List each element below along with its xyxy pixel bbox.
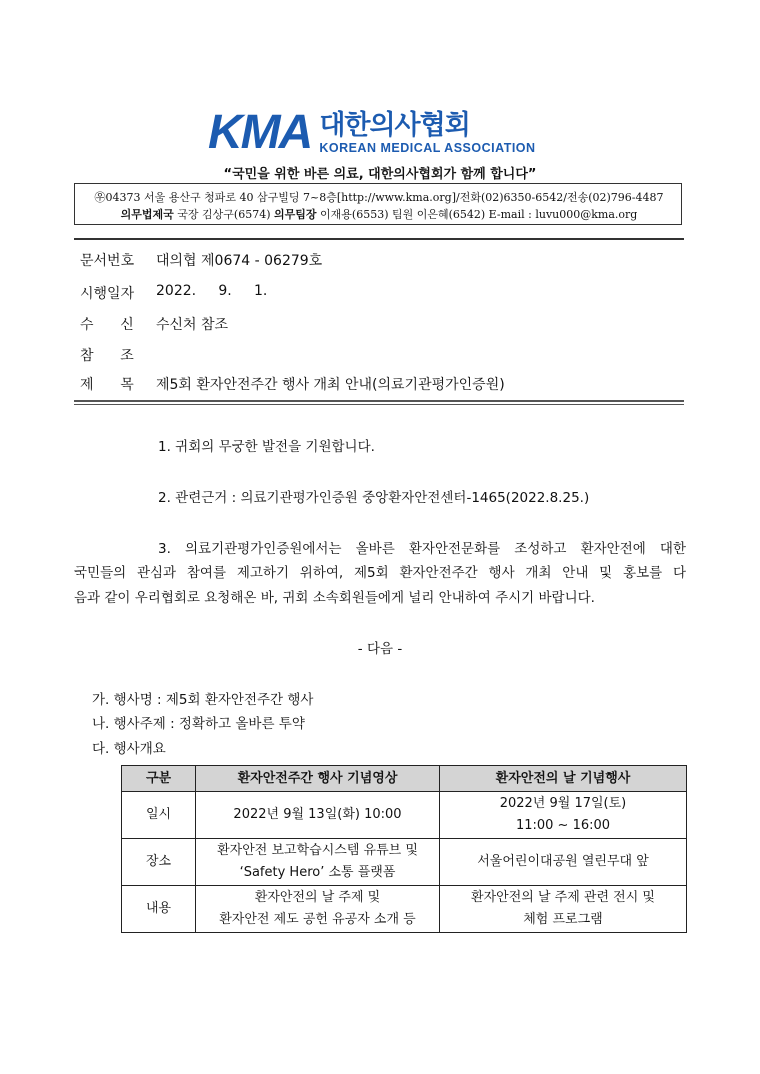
- table-header-row: [122, 766, 687, 792]
- cell-line: ‘Safety Hero’ 소통 플랫폼: [239, 865, 396, 880]
- paragraph-1: 1. 귀회의 무궁한 발전을 기원합니다.: [158, 439, 375, 455]
- cell-line: 환자안전의 날 주제 및: [254, 890, 381, 905]
- paragraph-3-line1-text: 3. 의료기관평가인증원에서는 올바른 환자안전문화를 조성하고 환자안전에 대한: [158, 541, 686, 557]
- contact-text1: 국장 김상구(6574): [173, 208, 275, 221]
- table-row: [122, 886, 687, 933]
- header-rule-top: [74, 238, 684, 240]
- header-category: 구분: [122, 766, 196, 792]
- address-line: ㉾04373 서울 용산구 청파로 40 삼구빌딩 7~8층[http://www.kma.org]/전화(02)6350-6542/전송(02)796-4487: [94, 191, 664, 204]
- cell-line: 환자안전 보고학습시스템 유튜브 및: [217, 843, 418, 858]
- cell: [196, 792, 440, 839]
- paragraph-2: 2. 관련근거 : 의료기관평가인증원 중앙환자안전센터-1465(2022.8.25.): [158, 490, 590, 506]
- cell-line: 환자안전의 날 주제 관련 전시 및: [471, 890, 655, 905]
- doc-no-label: 문서번호: [80, 253, 135, 269]
- recipient-value: 수신처 참조: [156, 317, 229, 333]
- cell: [196, 886, 440, 933]
- subject-label: 제 목: [80, 377, 134, 393]
- item-a: 가. 행사명 : 제5회 환자안전주간 행사: [92, 692, 314, 708]
- item-b: 나. 행사주제 : 정확하고 올바른 투약: [92, 716, 305, 732]
- cell: [196, 839, 440, 886]
- divider-next: - 다음 -: [357, 641, 403, 657]
- logo-korean: 대한의사협회: [319, 110, 470, 141]
- ref-label: 참 조: [80, 348, 134, 364]
- doc-no: 대의협 제0674 - 06279호: [156, 253, 323, 269]
- header-video-event: 환자안전주간 행사 기념영상: [196, 766, 440, 792]
- row-label: 장소: [122, 839, 196, 886]
- cell-line: 환자안전 제도 공헌 유공자 소개 등: [219, 912, 416, 927]
- item-c: 다. 행사개요: [92, 741, 166, 757]
- cell-line: 2022년 9월 13일(화) 10:00: [233, 807, 402, 822]
- contact-line: [75, 206, 683, 222]
- cell: [440, 886, 687, 933]
- cell: [440, 792, 687, 839]
- date-value: 2022. 9. 1.: [156, 283, 268, 299]
- contact-text2: 이재용(6553) 팀원 이은혜(6542) E-mail : luvu000@kma.org: [316, 208, 638, 221]
- paragraph-3-line3: 음과 같이 우리협회로 요청해온 바, 귀회 소속회원들에게 널리 안내하여 주시기 바랍니다.: [74, 590, 595, 606]
- recipient-label: 수 신: [80, 317, 134, 333]
- cell-line: 서울어린이대공원 열린무대 앞: [477, 854, 649, 869]
- cell-line: 2022년 9월 17일(토): [499, 796, 627, 811]
- logo-mark: KMA: [208, 106, 312, 159]
- contact-dept1: 의무법제국: [120, 208, 174, 221]
- header-rule-bottom: [74, 400, 684, 405]
- row-label: 일시: [122, 792, 196, 839]
- table-row: [122, 839, 687, 886]
- date-label: 시행일자: [80, 286, 135, 302]
- table-row: [122, 792, 687, 839]
- kma-logo: [208, 106, 536, 159]
- cell-line: 체험 프로그램: [523, 912, 603, 927]
- row-label: 내용: [122, 886, 196, 933]
- cell-line: 11:00 ~ 16:00: [515, 818, 611, 833]
- cell: [440, 839, 687, 886]
- contact-dept2: 의무팀장: [274, 208, 317, 221]
- slogan: “국민을 위한 바른 의료, 대한의사협회가 함께 합니다”: [223, 167, 537, 182]
- header-day-event: 환자안전의 날 기념행사: [440, 766, 687, 792]
- paragraph-3-line2-text: 국민들의 관심과 참여를 제고하기 위하여, 제5회 환자안전주간 행사 개최 안내 및 홍보를 다: [74, 565, 686, 581]
- paragraph-3-line2: [74, 561, 686, 581]
- event-table: [121, 765, 687, 933]
- logo-english: KOREAN MEDICAL ASSOCIATION: [319, 141, 536, 155]
- subject-value: 제5회 환자안전주간 행사 개최 안내(의료기관평가인증원): [156, 377, 505, 393]
- contact-box: [74, 183, 682, 225]
- paragraph-3-line1: [158, 537, 686, 557]
